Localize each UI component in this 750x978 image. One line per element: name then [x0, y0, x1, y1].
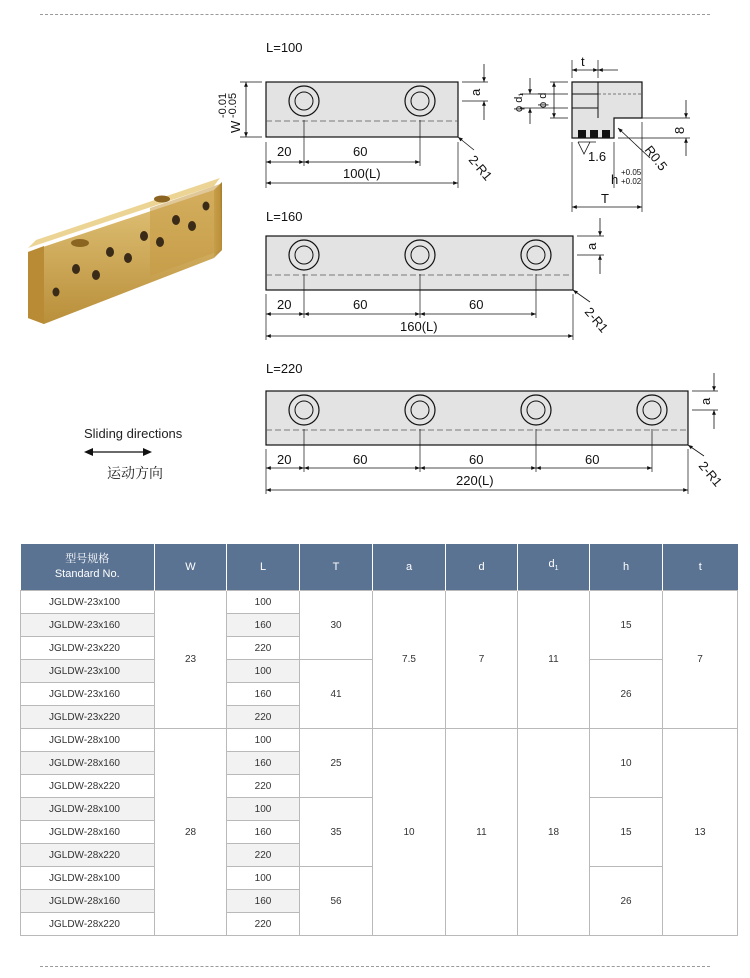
dim-r-L160: 2-R1 — [581, 304, 612, 336]
label-L220: L=220 — [266, 361, 303, 376]
w-cell: 23 — [155, 591, 227, 729]
h-cell: 26 — [590, 660, 663, 729]
t-upper-cell: 35 — [300, 798, 373, 867]
dim-w-tol-top: -0.01 — [217, 92, 229, 118]
dim-60b-L160: 60 — [469, 297, 484, 312]
product-photo — [28, 178, 222, 324]
header-a: a — [373, 544, 446, 591]
table-row — [21, 729, 738, 752]
model-cell: JGLDW-23x160 — [21, 614, 155, 637]
l-cell: 220 — [227, 844, 300, 867]
l-cell: 100 — [227, 798, 300, 821]
l-cell: 160 — [227, 752, 300, 775]
l-cell: 160 — [227, 821, 300, 844]
model-cell: JGLDW-28x220 — [21, 844, 155, 867]
l-cell: 100 — [227, 660, 300, 683]
double-arrow-icon — [84, 446, 152, 458]
t-upper-cell: 30 — [300, 591, 373, 660]
header-standard — [21, 544, 155, 591]
dim-60b-L220: 60 — [469, 452, 484, 467]
model-cell: JGLDW-23x160 — [21, 683, 155, 706]
header-h: h — [590, 544, 663, 591]
table-header-row — [21, 544, 738, 591]
d-cell: 7 — [446, 591, 518, 729]
model-cell: JGLDW-28x100 — [21, 729, 155, 752]
header-l: L — [227, 544, 300, 591]
table-row — [21, 591, 738, 614]
dim-T: T — [601, 191, 609, 206]
dim-60c-L220: 60 — [585, 452, 600, 467]
l-cell: 100 — [227, 729, 300, 752]
sliding-label-en: Sliding directions — [84, 426, 183, 441]
dim-len100: 100(L) — [343, 166, 381, 181]
spec-table — [20, 544, 738, 936]
model-cell: JGLDW-23x220 — [21, 706, 155, 729]
t-lower-cell: 13 — [663, 729, 738, 936]
l-cell: 100 — [227, 591, 300, 614]
dim-r-L220: 2-R1 — [695, 458, 726, 490]
h-cell: 15 — [590, 798, 663, 867]
model-cell: JGLDW-23x220 — [21, 637, 155, 660]
h-cell: 26 — [590, 867, 663, 936]
d1-cell: 18 — [518, 729, 590, 936]
model-cell: JGLDW-23x100 — [21, 591, 155, 614]
model-cell: JGLDW-28x220 — [21, 775, 155, 798]
l-cell: 220 — [227, 913, 300, 936]
h-cell: 15 — [590, 591, 663, 660]
dim-h-tol-top: +0.05 — [621, 168, 642, 177]
dim-20-L100: 20 — [277, 144, 292, 159]
t-upper-cell: 56 — [300, 867, 373, 936]
bottom-divider — [40, 966, 710, 967]
header-d1 — [518, 544, 590, 591]
dim-60-L100: 60 — [353, 144, 368, 159]
t-upper-cell: 25 — [300, 729, 373, 798]
dim-h-tol-bottom: +0.02 — [621, 177, 642, 186]
dim-a-L220: a — [698, 397, 713, 405]
header-w: W — [155, 544, 227, 591]
d1-cell: 11 — [518, 591, 590, 729]
l-cell: 160 — [227, 614, 300, 637]
dim-w: W — [228, 120, 243, 133]
header-d: d — [446, 544, 518, 591]
dim-a-L100: a — [468, 88, 483, 96]
l-cell: 160 — [227, 890, 300, 913]
l-cell: 220 — [227, 775, 300, 798]
l-cell: 220 — [227, 706, 300, 729]
model-cell: JGLDW-28x160 — [21, 890, 155, 913]
roughness-1-6: 1.6 — [588, 149, 607, 164]
model-cell: JGLDW-23x100 — [21, 660, 155, 683]
dim-a-L160: a — [584, 242, 599, 250]
model-cell: JGLDW-28x100 — [21, 867, 155, 890]
dim-w-tol-bottom: -0.05 — [227, 92, 239, 118]
dim-8: 8 — [672, 126, 687, 134]
header-d1-main: d — [548, 558, 555, 571]
header-standard-en: Standard No. — [54, 568, 120, 580]
dim-60a-L220: 60 — [353, 452, 368, 467]
l-cell: 100 — [227, 867, 300, 890]
sliding-label-zh: 运动方向 — [107, 465, 163, 481]
dim-phi-d: ϕ d — [537, 92, 549, 108]
t-lower-cell: 7 — [663, 591, 738, 729]
dim-20-L220: 20 — [277, 452, 292, 467]
dim-len220: 220(L) — [456, 473, 494, 488]
model-cell: JGLDW-28x220 — [21, 913, 155, 936]
dim-r05: R0.5 — [641, 142, 671, 174]
dim-len160: 160(L) — [400, 319, 438, 334]
w-cell: 28 — [155, 729, 227, 936]
header-t-lower: t — [663, 544, 738, 591]
dim-t: t — [581, 54, 585, 69]
dim-h: h — [611, 172, 619, 187]
header-standard-zh: 型号规格 — [65, 553, 110, 565]
l-cell: 160 — [227, 683, 300, 706]
a-cell: 10 — [373, 729, 446, 936]
a-cell: 7.5 — [373, 591, 446, 729]
model-cell: JGLDW-28x160 — [21, 821, 155, 844]
label-L160: L=160 — [266, 209, 303, 224]
dim-20-L160: 20 — [277, 297, 292, 312]
t-upper-cell: 41 — [300, 660, 373, 729]
dim-phi-d1: ϕ d₁ — [513, 92, 525, 112]
header-d1-sub: 1 — [554, 565, 559, 573]
header-t-upper: T — [300, 544, 373, 591]
model-cell: JGLDW-28x100 — [21, 798, 155, 821]
dim-60a-L160: 60 — [353, 297, 368, 312]
label-L100: L=100 — [266, 40, 303, 55]
h-cell: 10 — [590, 729, 663, 798]
model-cell: JGLDW-28x160 — [21, 752, 155, 775]
l-cell: 220 — [227, 637, 300, 660]
dim-r-L100: 2-R1 — [465, 152, 496, 184]
cross-section — [520, 60, 690, 212]
d-cell: 11 — [446, 729, 518, 936]
